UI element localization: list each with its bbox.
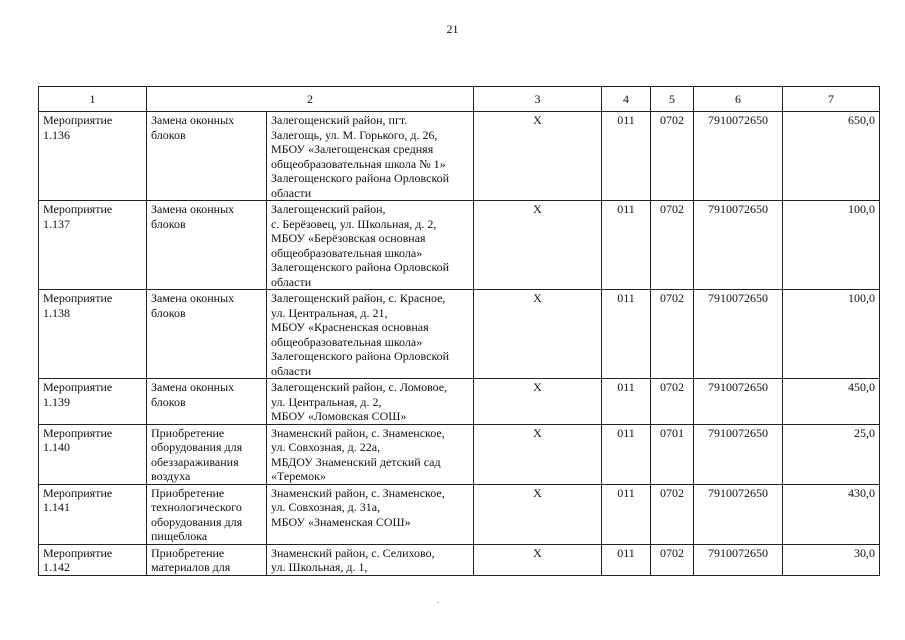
description-cell-line: блоков: [151, 305, 186, 320]
col3-cell: Х: [474, 484, 602, 544]
col4-cell: 011: [602, 544, 651, 575]
description-cell-line: Замена оконных: [151, 202, 235, 216]
header-cell-4: 4: [602, 87, 651, 112]
event-cell-line: Мероприятие: [43, 291, 113, 305]
event-cell-line: Мероприятие: [43, 485, 113, 500]
description-cell-line: пищеблока: [151, 529, 208, 543]
event-cell-line: 1.138: [43, 305, 70, 320]
col6-cell: 7910072650: [694, 424, 783, 484]
description-cell-line: оборудования для: [151, 440, 243, 454]
col5-cell: 0702: [651, 290, 694, 379]
event-cell: [39, 544, 147, 575]
description-cell-line: воздуха: [151, 469, 191, 483]
event-cell-line: Мероприятие: [43, 113, 113, 127]
address-cell-line: МБОУ «Красненская основная: [271, 320, 429, 334]
address-cell-line: области: [271, 363, 312, 378]
address-cell: [267, 484, 474, 544]
col4-cell: 011: [602, 484, 651, 544]
col5-cell: 0702: [651, 544, 694, 575]
event-cell-line: Мероприятие: [43, 202, 113, 216]
col6-cell: 7910072650: [694, 201, 783, 290]
description-cell: [147, 112, 267, 201]
address-cell-line: ул. Школьная, д. 1,: [271, 560, 368, 574]
header-cell-6: 6: [694, 87, 783, 112]
col3-cell: Х: [474, 201, 602, 290]
col4-cell: 011: [602, 424, 651, 484]
col4-cell: 011: [602, 201, 651, 290]
col3-cell: Х: [474, 544, 602, 575]
page-number: 21: [446, 22, 459, 36]
table-row: [39, 484, 880, 544]
address-cell-line: Залегощенский район, пгт.: [271, 113, 408, 127]
event-cell-line: 1.137: [43, 216, 70, 231]
description-cell: [147, 379, 267, 425]
event-cell-line: 1.141: [43, 500, 70, 514]
description-cell-line: Приобретение: [151, 545, 225, 560]
col3-cell: Х: [474, 112, 602, 201]
event-cell: [39, 201, 147, 290]
col6-cell: 7910072650: [694, 484, 783, 544]
event-cell-line: 1.140: [43, 440, 70, 454]
address-cell-line: Залегощенского района Орловской: [271, 260, 450, 274]
event-cell-line: Мероприятие: [43, 380, 113, 394]
event-cell-line: 1.139: [43, 394, 70, 409]
address-cell-line: Залегощенского района Орловской: [271, 171, 450, 185]
event-cell-line: Мероприятие: [43, 425, 113, 440]
description-cell: [147, 424, 267, 484]
description-cell-line: оборудования для: [151, 514, 243, 529]
address-cell: [267, 424, 474, 484]
address-cell: [267, 201, 474, 290]
header-row: [39, 87, 880, 112]
header-cell-3: 3: [474, 87, 602, 112]
col6-cell: 7910072650: [694, 112, 783, 201]
address-cell-line: ул. Центральная, д. 2,: [271, 394, 382, 409]
address-cell-line: Знаменский район, с. Селихово,: [271, 545, 435, 560]
description-cell: [147, 544, 267, 575]
address-cell: [267, 112, 474, 201]
address-cell-line: МБДОУ Знаменский детский сад: [271, 454, 441, 469]
address-cell: [267, 290, 474, 379]
description-cell-line: блоков: [151, 127, 186, 142]
header-cell-5: 5: [651, 87, 694, 112]
address-cell-line: МБОУ «Знаменская СОШ»: [271, 514, 411, 529]
description-cell-line: Приобретение: [151, 485, 225, 500]
address-cell-line: области: [271, 185, 312, 200]
col5-cell: 0702: [651, 112, 694, 201]
address-cell-line: общеобразовательная школа»: [271, 334, 423, 349]
header-cell-1: 1: [39, 87, 147, 112]
event-cell-line: Мероприятие: [43, 545, 113, 560]
address-cell-line: Залегощенский район,: [271, 202, 386, 216]
event-cell: [39, 484, 147, 544]
address-cell-line: «Теремок»: [271, 469, 326, 483]
address-cell: [267, 379, 474, 425]
col7-cell: 430,0: [783, 484, 880, 544]
description-cell: [147, 201, 267, 290]
address-cell-line: Залегощь, ул. М. Горького, д. 26,: [271, 127, 438, 142]
col7-cell: 650,0: [783, 112, 880, 201]
address-cell: [267, 544, 474, 575]
col6-cell: 7910072650: [694, 290, 783, 379]
col7-cell: 100,0: [783, 201, 880, 290]
description-cell: [147, 290, 267, 379]
table-body: [39, 112, 880, 576]
description-cell-line: Замена оконных: [151, 113, 235, 127]
event-cell: [39, 424, 147, 484]
table-row: [39, 201, 880, 290]
col4-cell: 011: [602, 112, 651, 201]
col6-cell: 7910072650: [694, 379, 783, 425]
event-cell: [39, 379, 147, 425]
address-cell-line: МБОУ «Залегощенская средняя: [271, 142, 434, 156]
description-cell-line: блоков: [151, 394, 186, 409]
col3-cell: Х: [474, 290, 602, 379]
col5-cell: 0702: [651, 484, 694, 544]
address-cell-line: МБОУ «Берёзовская основная: [271, 231, 426, 245]
col7-cell: 450,0: [783, 379, 880, 425]
address-cell-line: Залегощенского района Орловской: [271, 349, 450, 363]
table-row: [39, 544, 880, 575]
description-cell-line: Замена оконных: [151, 291, 235, 305]
event-cell: [39, 112, 147, 201]
address-cell-line: МБОУ «Ломовская СОШ»: [271, 409, 407, 423]
description-cell-line: Замена оконных: [151, 380, 235, 394]
col6-cell: 7910072650: [694, 544, 783, 575]
table-row: [39, 424, 880, 484]
event-cell-line: 1.142: [43, 560, 70, 574]
address-cell-line: области: [271, 274, 312, 289]
address-cell-line: ул. Совхозная, д. 22а,: [271, 440, 381, 454]
col5-cell: 0702: [651, 379, 694, 425]
header-cell-7: 7: [783, 87, 880, 112]
col7-cell: 30,0: [783, 544, 880, 575]
description-cell-line: блоков: [151, 216, 186, 231]
description-cell-line: Приобретение: [151, 425, 225, 440]
col3-cell: Х: [474, 379, 602, 425]
header-cell-2: 2: [147, 87, 474, 112]
description-cell-line: материалов для: [151, 560, 231, 574]
table-row: [39, 379, 880, 425]
address-cell-line: общеобразовательная школа»: [271, 245, 423, 260]
scan-speck: [437, 602, 439, 603]
address-cell-line: с. Берёзовец, ул. Школьная, д. 2,: [271, 216, 437, 231]
col7-cell: 100,0: [783, 290, 880, 379]
address-cell-line: Залегощенский район, с. Ломовое,: [271, 380, 448, 394]
col4-cell: 011: [602, 290, 651, 379]
address-cell-line: ул. Центральная, д. 21,: [271, 305, 388, 320]
address-cell-line: ул. Совхозная, д. 31а,: [271, 500, 381, 514]
event-cell: [39, 290, 147, 379]
description-cell-line: обеззараживания: [151, 454, 239, 469]
table-row: [39, 112, 880, 201]
description-cell-line: технологического: [151, 500, 242, 514]
table-row: [39, 290, 880, 379]
address-cell-line: Знаменский район, с. Знаменское,: [271, 485, 445, 500]
col3-cell: Х: [474, 424, 602, 484]
col7-cell: 25,0: [783, 424, 880, 484]
address-cell-line: Знаменский район, с. Знаменское,: [271, 425, 445, 440]
budget-table: [38, 86, 880, 576]
description-cell: [147, 484, 267, 544]
address-cell-line: Залегощенский район, с. Красное,: [271, 291, 446, 305]
col5-cell: 0701: [651, 424, 694, 484]
col5-cell: 0702: [651, 201, 694, 290]
event-cell-line: 1.136: [43, 127, 70, 142]
address-cell-line: общеобразовательная школа № 1»: [271, 156, 446, 171]
col4-cell: 011: [602, 379, 651, 425]
